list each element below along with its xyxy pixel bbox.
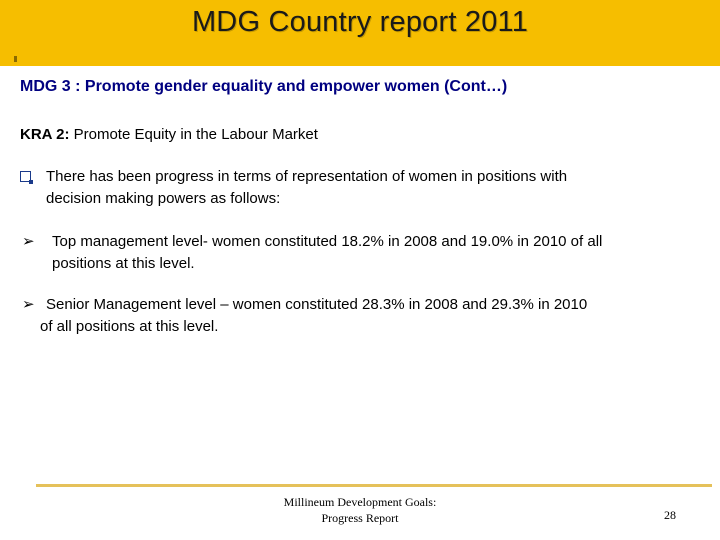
bullet-3-line-2: of all positions at this level. — [40, 318, 219, 335]
footer-caption — [230, 494, 490, 526]
footer-line-2: Progress Report — [321, 511, 399, 525]
bullet-1-line-2: decision making powers as follows: — [46, 190, 281, 207]
kra-text: Promote Equity in the Labour Market — [69, 126, 318, 143]
kra-label: KRA 2: — [20, 126, 70, 143]
arrow-bullet-icon: ➢ — [22, 233, 35, 250]
footer-divider — [36, 484, 712, 487]
page-number: 28 — [664, 508, 676, 522]
bullet-3-line-1: Senior Management level – women constituted 28.3% in 2008 and 29.3% in 2010 — [46, 296, 588, 313]
checkbox-bullet-icon — [20, 171, 31, 182]
bullet-2-line-1: Top management level- women constituted 18.2% in 2008 and 19.0% in 2010 of all — [52, 233, 603, 250]
bullet-1-line-1: There has been progress in terms of representation of women in positions with — [46, 168, 568, 185]
header-mark — [14, 56, 17, 62]
bullet-2-line-2: positions at this level. — [52, 255, 195, 272]
slide-subtitle: MDG 3 : Promote gender equality and empower women (Cont…) — [20, 78, 508, 95]
kra-heading — [20, 126, 318, 143]
slide-title: MDG Country report 2011 — [191, 6, 529, 38]
footer-line-1: Millineum Development Goals: — [283, 495, 437, 509]
slide-header — [0, 0, 720, 66]
arrow-bullet-icon: ➢ — [22, 296, 35, 313]
